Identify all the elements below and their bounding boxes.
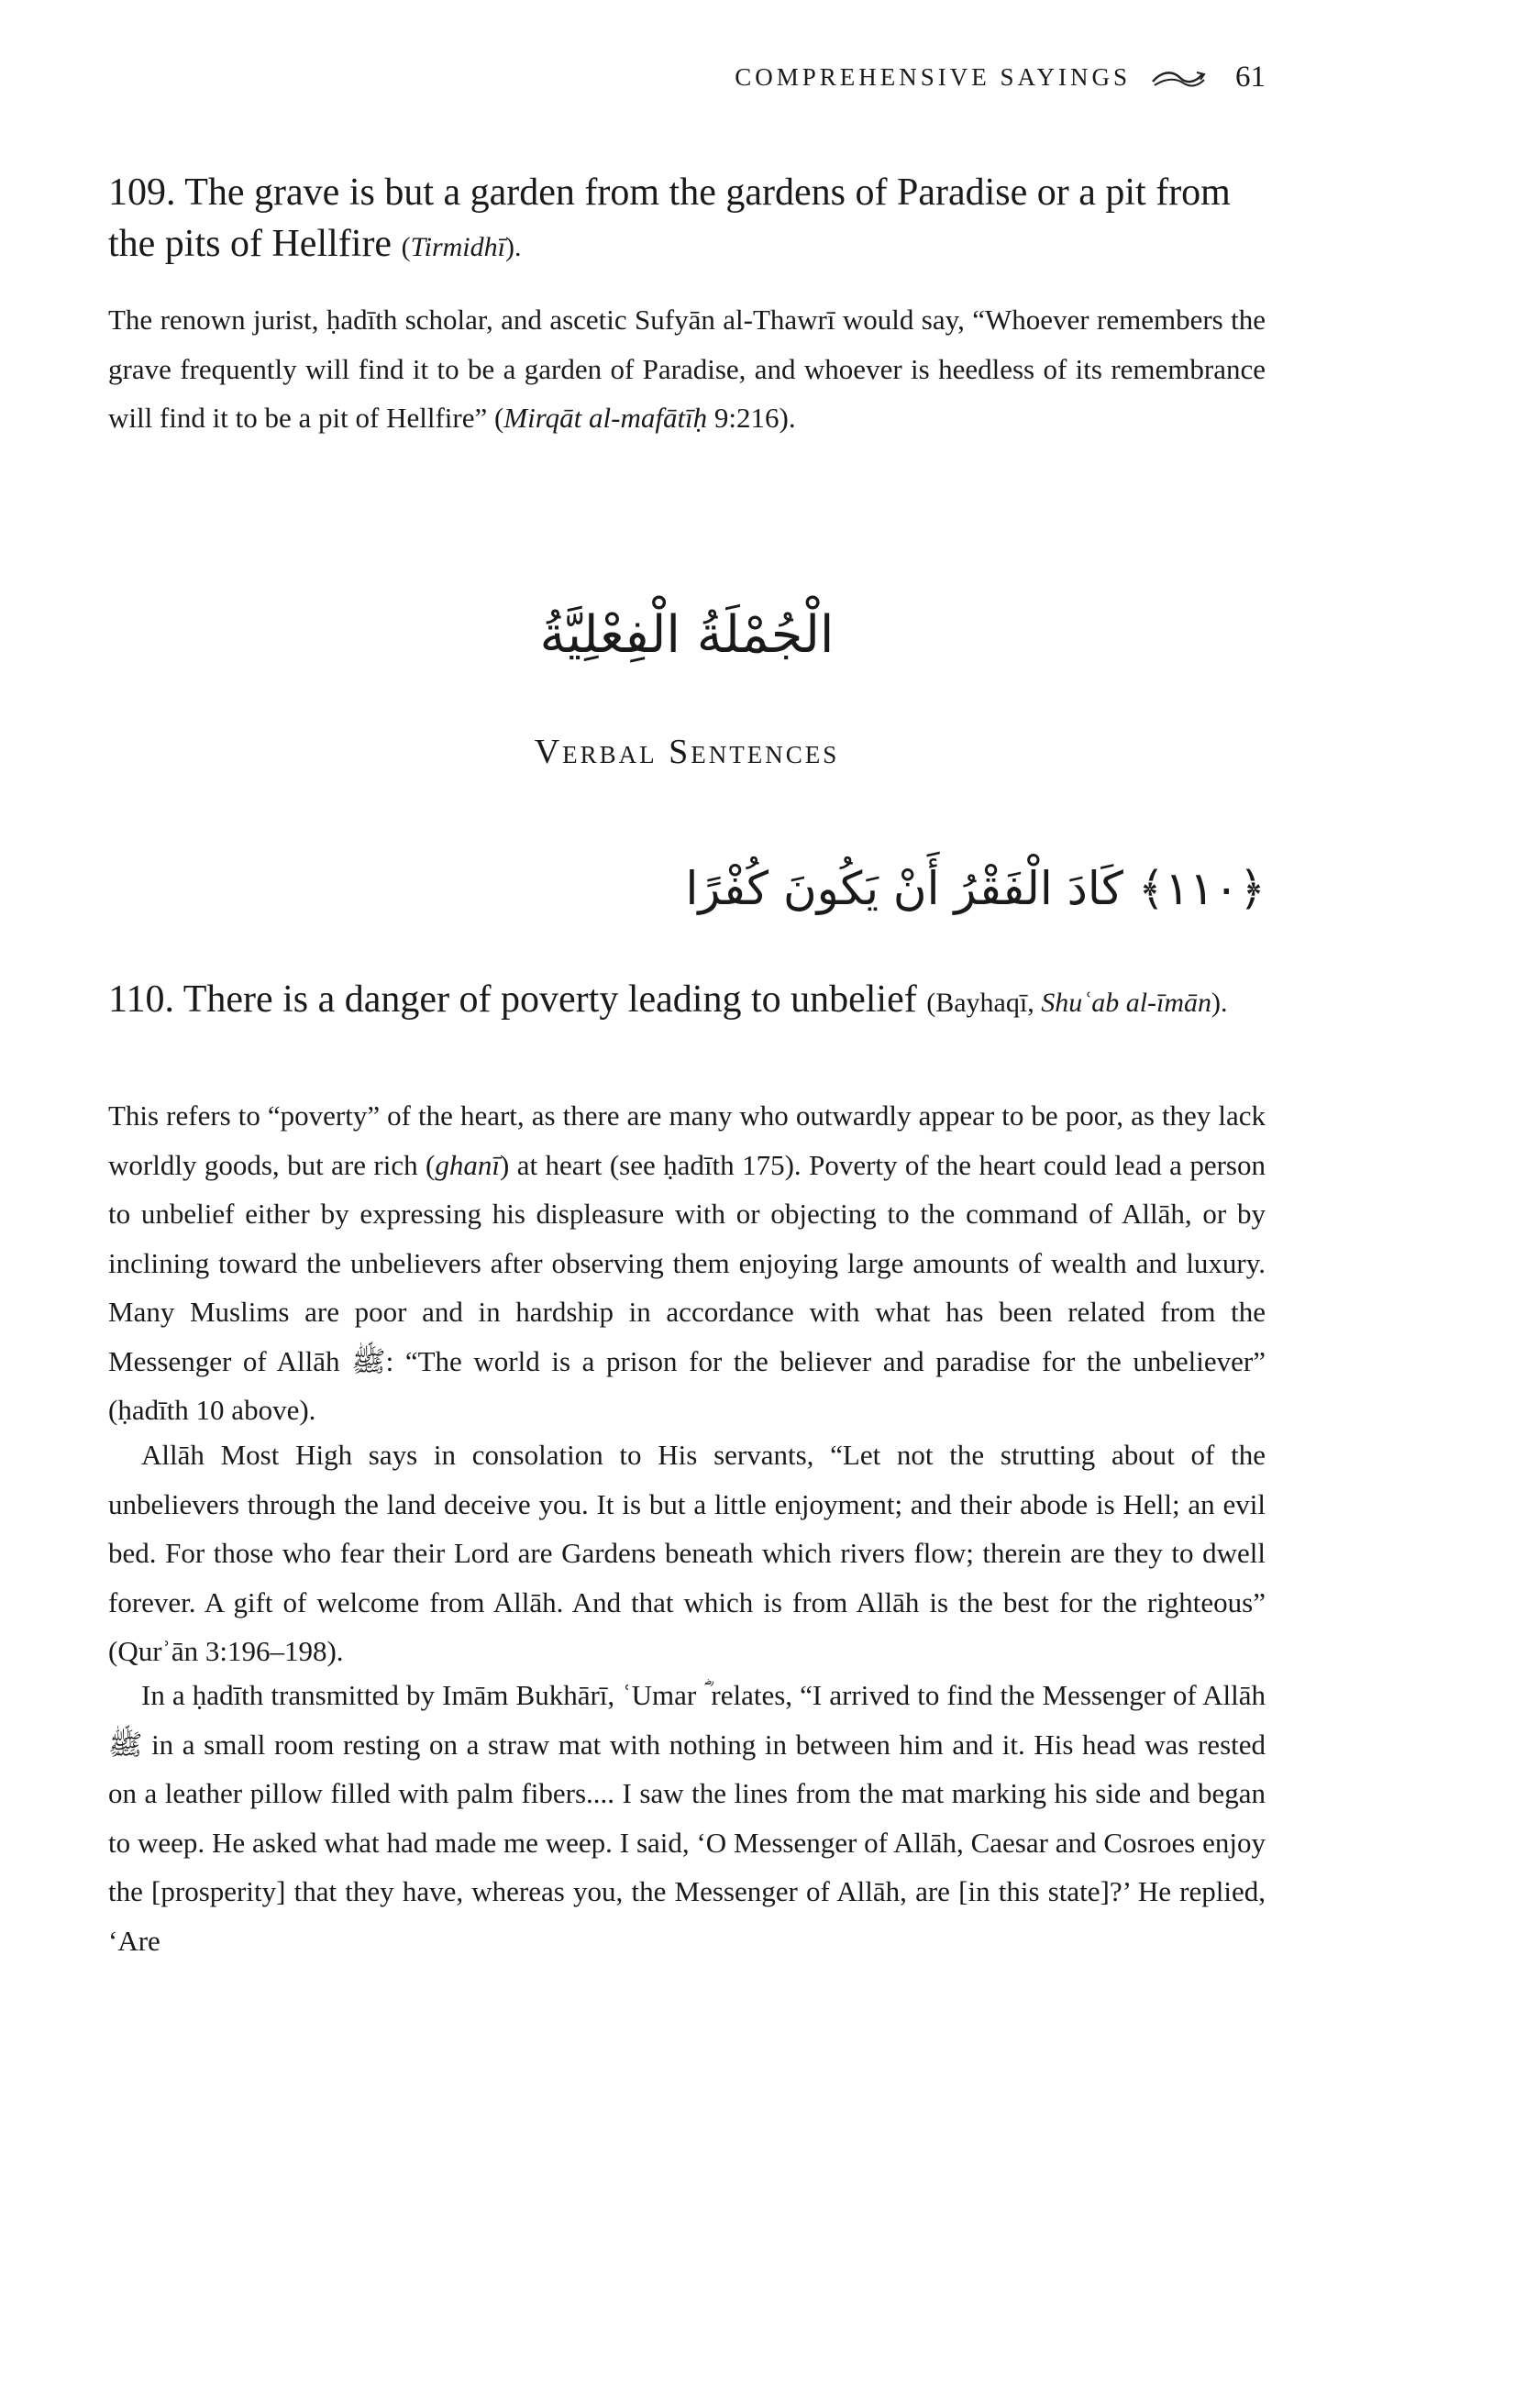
hadith-109-heading <box>108 167 1266 273</box>
book-page <box>108 0 1266 2408</box>
hadith-text: There is a danger of poverty leading to unbelief <box>182 978 917 1021</box>
hadith-110-arabic: ﴿١١٠﴾ كَادَ الْفَقْرُ أَنْ يَكُونَ كُفْرًا <box>685 862 1266 915</box>
commentary-110-paragraph-3: In a ḥadīth transmitted by Imām Bukhārī, ʿUmar ؓ relates, “I arrived to find the Messenger of Allāh ﷺ in a small room resting on a straw mat with nothing in between him and it. His head was rested on a leather pillow filled with palm fibers.... I saw the lines from the mat marking his side and began to weep. He asked what had made me weep. I said, ‘O Messenger of Allāh, Caesar and Cosroes enjoy the [prosperity] that they have, whereas you, the Messenger of Allāh, are [in this state]?’ He replied, ‘Are <box>108 1679 1266 1957</box>
reference-author: Bayhaqī, <box>935 988 1042 1018</box>
hadith-110-heading <box>108 974 1266 1029</box>
running-title: COMPREHENSIVE SAYINGS <box>735 63 1131 91</box>
decorative-ornament-icon <box>1149 65 1208 91</box>
hadith-number: 109. <box>108 171 176 214</box>
commentary-text: This refers to “poverty” of the heart, as there are many who outwardly appear to be poor, as they lack worldly goods, but are rich ( <box>108 1099 1266 1181</box>
hadith-number: 110. <box>108 978 174 1021</box>
commentary-110-paragraph-2: Allāh Most High says in consolation to His servants, “Let not the strutting about of the unbelievers through the land deceive you. It is but a little enjoyment; and their abode is Hell; an evil bed. For those who fear their Lord are Gardens beneath which rivers flow; therein are they to dwell forever. A gift of welcome from Allāh. And that which is from Allāh is the best for the righteous” (Qurʾān 3:196–198). <box>108 1439 1266 1667</box>
reference-source: Tirmidhī <box>410 232 505 262</box>
reference-source: Shuʿab al-īmān <box>1041 988 1212 1018</box>
hadith-reference: (Tirmidhī). <box>401 232 522 262</box>
hadith-reference: (Bayhaqī, Shuʿab al-īmān). <box>926 988 1228 1018</box>
commentary-109 <box>108 295 1266 443</box>
hadith-text: The grave is but a garden from the gardens of Paradise or a pit from the pits of Hellfire <box>108 171 1231 265</box>
commentary-text: The renown jurist, ḥadīth scholar, and ascetic Sufyān al-Thawrī would say, “Whoever remembers the grave frequently will find it to be a garden of Paradise, and whoever is heedless of its remembrance will find it to be a pit of Hellfire” ( <box>108 304 1266 434</box>
commentary-110-paragraph-1 <box>108 1091 1266 1435</box>
arabic-term: ghanī <box>435 1148 500 1181</box>
section-arabic-title: الْجُمْلَةُ الْفِعْلِيَّةُ <box>539 605 835 665</box>
source-title: Mirqāt al-mafātīḥ <box>503 402 708 434</box>
running-header <box>735 61 1266 94</box>
commentary-text: ) at heart (see ḥadīth 175). Poverty of the heart could lead a person to unbelief either by expressing his displeasure with or objecting to the command of Allāh, or by inclining toward the unbelievers after observing them enjoying large amounts of wealth and luxury. Many Muslims are poor and in hardship in accordance with what has been related from the Messenger of Allāh ﷺ: “The world is a prison for the believer and paradise for the unbeliever” (ḥadīth 10 above). <box>108 1148 1266 1426</box>
page-number: 61 <box>1235 61 1266 94</box>
commentary-text: 9:216). <box>707 402 796 434</box>
section-title: Verbal Sentences <box>534 733 840 771</box>
